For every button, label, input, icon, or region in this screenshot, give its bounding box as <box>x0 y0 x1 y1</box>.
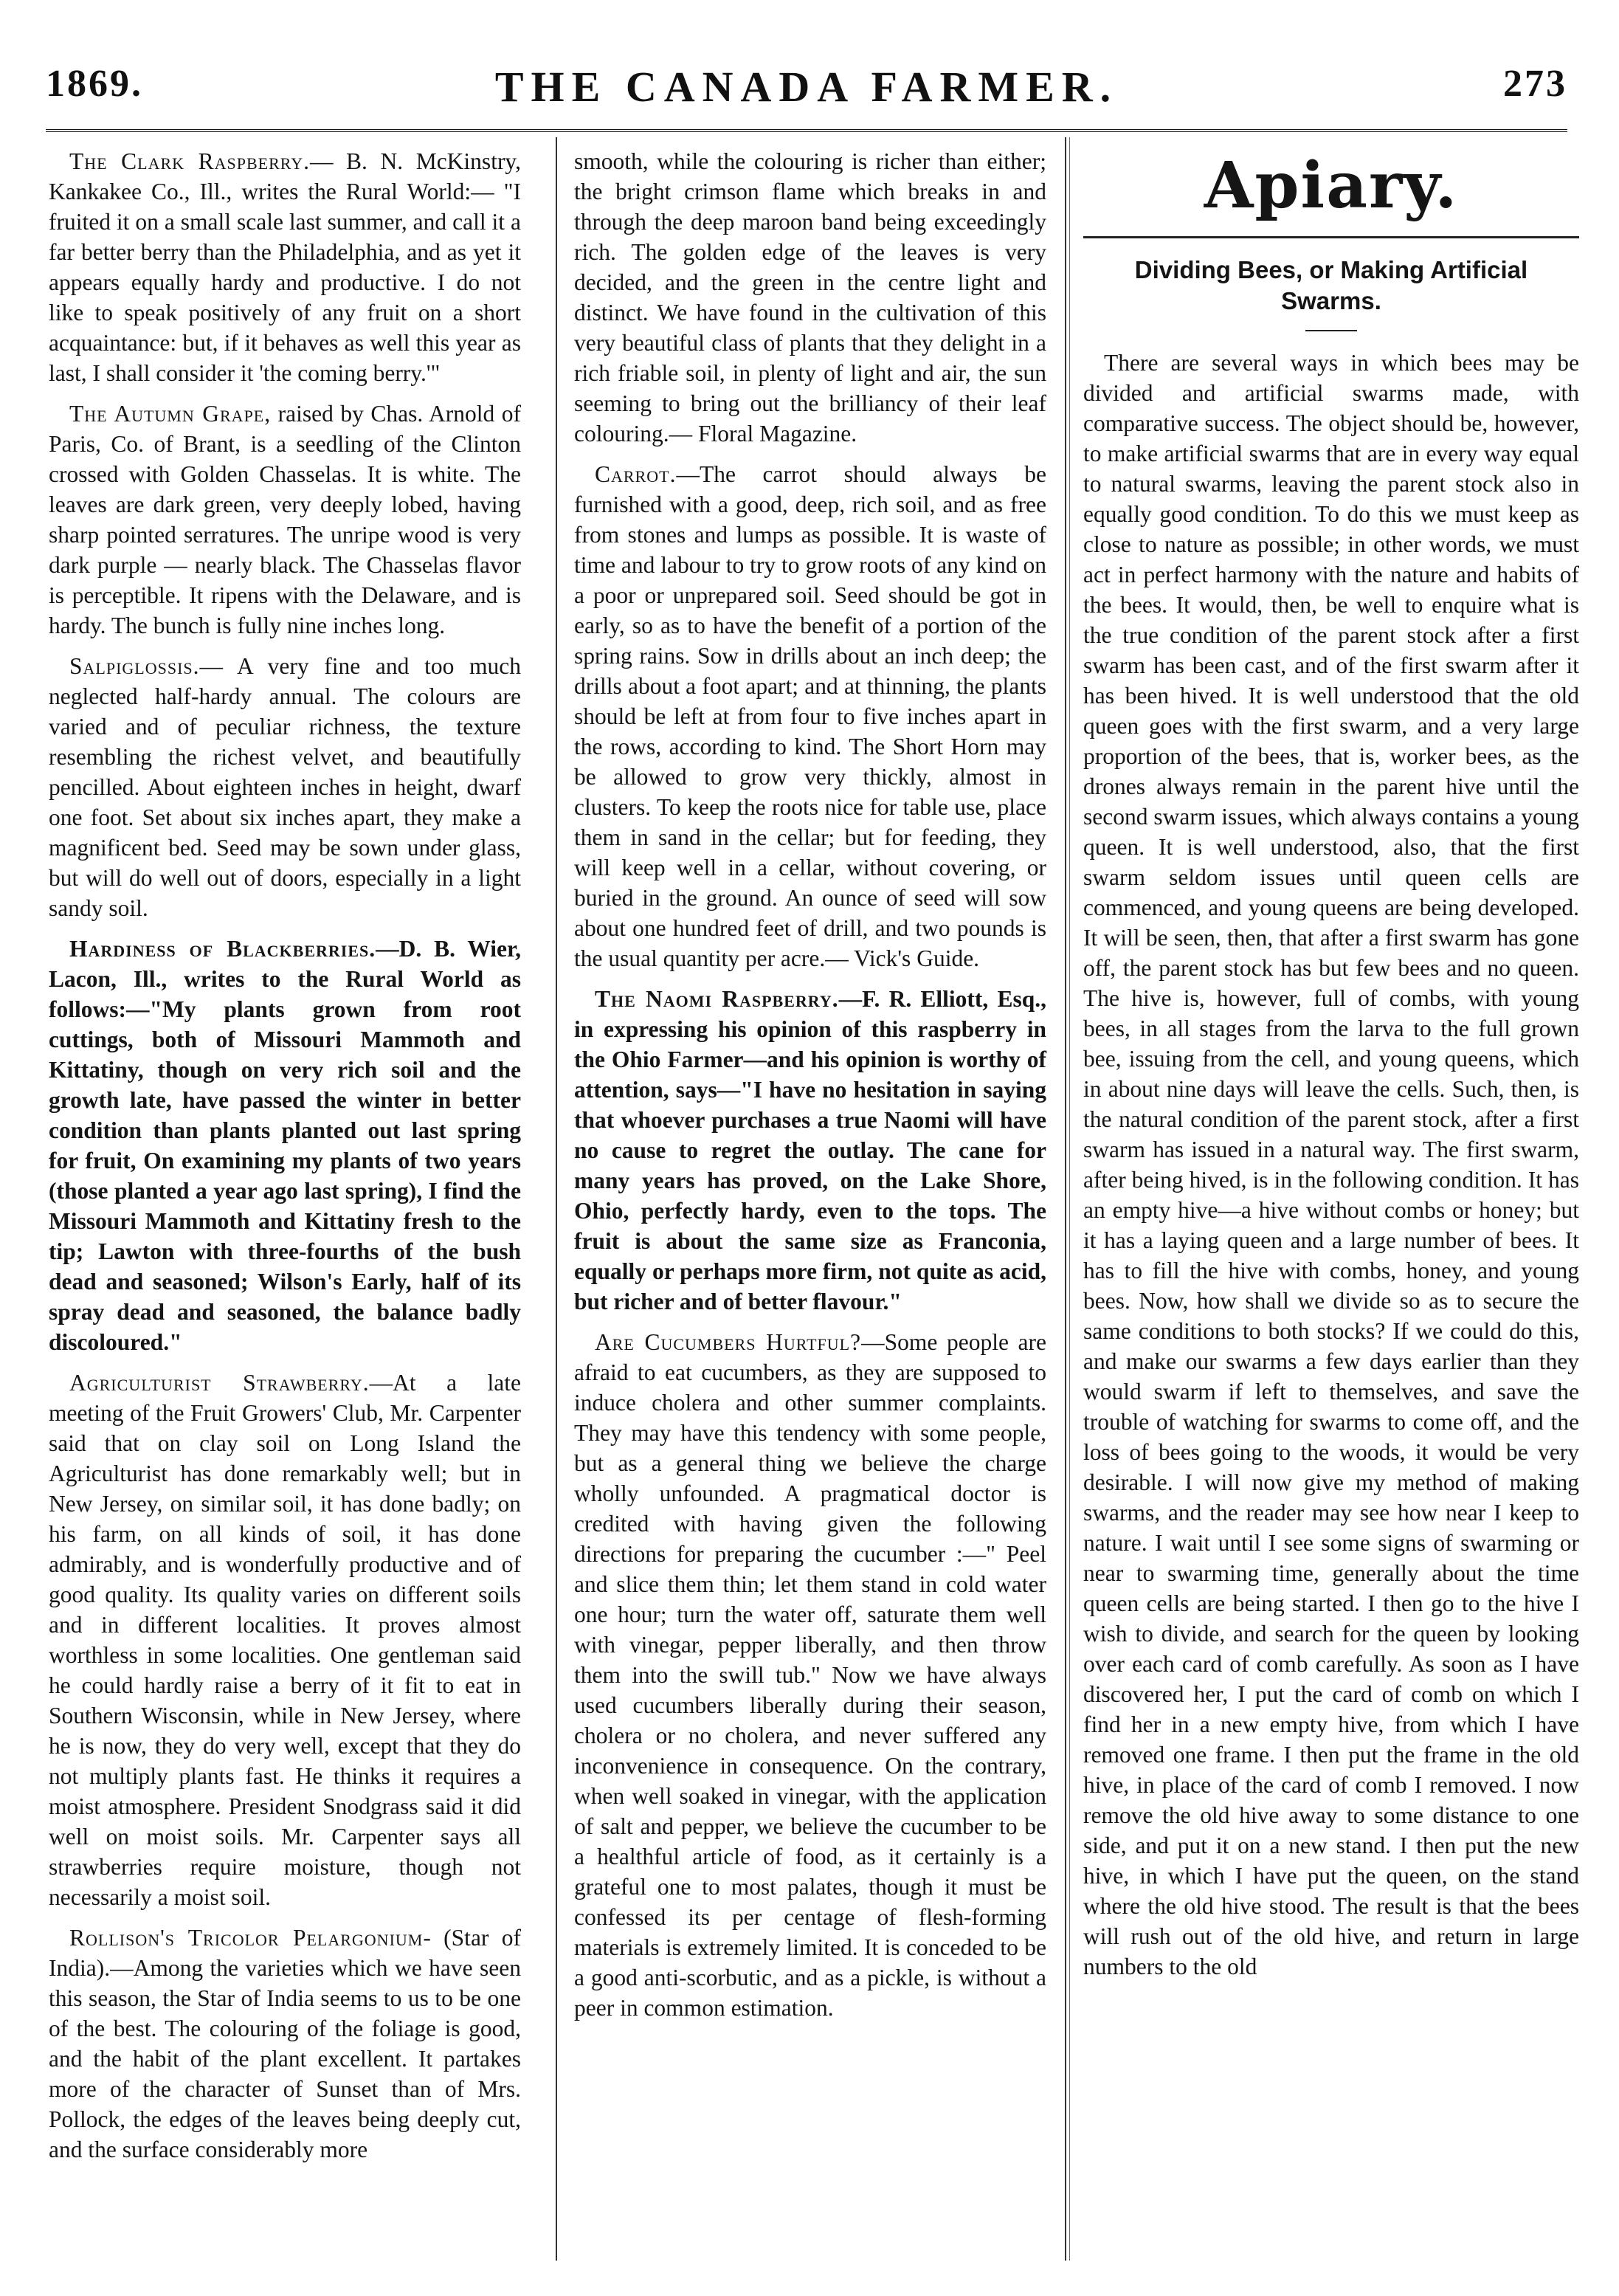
paragraph-text: There are several ways in which bees may be divided and artificial swarms made, with comparative success. The object should be, however, to make artificial swarms that are in every way equal to natural swarms, leaving the parent stock also in equally good condition. To do this we must keep as close to nature as possible; in other words, we must act in perfect harmony with the nature and habits of the bees. It would, then, be well to enquire what is the true condition of the parent stock after a first swarm has been cast, and of the first swarm after it has been hived. It is well understood that the old queen goes with the first swarm, and a very large proportion of the bees, that is, worker bees, as the drones always remain in the parent hive until the second swarm issues, which always contains a young queen. It is well understood, also, that the first swarm seldom issues until queen cells are commenced, and young queens are being developed. It will be seen, then, that after a first swarm has gone off, the parent stock has but few bees and no queen. The hive is, however, full of combs, with young bees, in all stages from the larva to the full grown bee, issuing from the cell, and young queens, which in about nine days will leave the cells. Such, then, is the natural condition of the parent stock, after a first swarm has issued in a natural way. The first swarm, after being hived, is in the following condition. It has an empty hive—a hive without combs or honey; but it has a laying queen and a large number of bees. It has to fill the hive with combs, honey, and young bees. Now, how shall we divide so as to secure the same conditions to both stocks? If we could do this, and make our swarms a few days earlier than they would swarm if left to themselves, and save the trouble of watching for swarms to come off, and the loss of bees going to the woods, it would be very desirable. I will now give my method of making swarms, and the reader may see how near I keep to nature. I wait until I see some signs of swarming or near to swarming time, generally about the time queen cells are being started. I then go to the hive I wish to divide, and search for the queen by looking over each card of comb carefully. As soon as I have discovered her, I put the card of comb on which I find her in a new empty hive, from which I have removed one frame. I then put the frame in the old hive, in place of the card of comb I removed. I now remove the old hive away to some distance to one side, and put it on a new stand. I then put the new hive, in which I have put the queen, on the stand where the old hive stood. The result is that the bees will rush out of the old hive, and return in large numbers to the old <box>1083 350 1579 1979</box>
paragraph-text: —The carrot should always be furnished with a good, deep, rich soil, and as free from stones and lumps as possible. It is waste of time and labour to try to grow roots of any kind on a poor or unprepared soil. Seed should be got in early, so as to have the benefit of a portion of the spring rains. Sow in drills about an inch deep; the drills about a foot apart; and at thinning, the plants should be left at from four to five inches apart in the rows, according to kind. The Short Horn may be allowed to grow very thickly, almost in clusters. To keep the roots nice for table use, place them in sand in the cellar; but for feeding, they will keep well in a cellar, without covering, or buried in the ground. An ounce of seed will sow about one hundred feet of drill, and two pounds is the usual quantity per acre.— Vick's Guide. <box>574 461 1046 971</box>
article-title: Dividing Bees, or Making Artificial Swarms. <box>1134 256 1528 314</box>
paragraph-text: raised by Chas. Arnold of Paris, Co. of Brant, is a seedling of the Clinton crossed with Golden Chasselas. It is white. The leaves are dark green, very deeply lobed, having sharp pointed serratures. The unripe wood is very dark purple — nearly black. The Chasselas flavor is perceptible. It ripens with the Delaware, and is hardy. The bunch is fully nine inches long. <box>49 401 521 638</box>
article-paragraph <box>49 399 521 641</box>
paragraph-heading: Are Cucumbers Hurtful? <box>595 1329 862 1355</box>
article-paragraph <box>574 1327 1046 2023</box>
article-paragraph <box>574 984 1046 1317</box>
page-number: 273 <box>1503 63 1567 105</box>
paragraph-text: — B. N. McKinstry, Kankakee Co., Ill., writes the Rural World:— "I fruited it on a small scale last summer, and call it a far better berry than the Philadelphia, and as yet it appears equally hardy and productive. I do not like to speak positively of any fruit on a short acquaintance: but, if it behaves as well this year as last, I shall consider it 'the coming berry.'" <box>49 148 522 386</box>
masthead-rule <box>46 129 1567 135</box>
paragraph-text: —F. R. Elliott, Esq., in expressing his opinion of this raspberry in the Ohio Farmer—and his opinion is worthy of attention, says—"I have no hesitation in saying that whoever purchases a true Naomi will have no cause to regret the outlay. The cane for many years has proved, on the Lake Shore, Ohio, perfectly hardy, even to the tops. The fruit is about the same size as Franconia, equally or perhaps more firm, not quite as acid, but richer and of better flavour." <box>574 986 1046 1314</box>
paragraph-text: smooth, while the colouring is richer than either; the bright crimson flame which breaks in and through the deep maroon band being exceedingly rich. The golden edge of the leaves is very decided, and the green in the centre light and distinct. We have found in the cultivation of this very beautiful class of plants that they delight in a rich friable soil, in plenty of light and air, the sun seeming to bring out the brilliancy of their leaf colouring.— Floral Magazine. <box>574 148 1046 447</box>
article-paragraph <box>49 934 521 1357</box>
paragraph-heading: The Clark Raspberry. <box>69 148 310 174</box>
paragraph-text: —D. B. Wier, Lacon, Ill., writes to the Rural World as follows:—"My plants grown from root cuttings, both of Missouri Mammoth and Kittatiny, though on very rich soil and the growth late, have passed the winter in better condition than plants planted out last spring for fruit, On examining my plants of two years (those planted a year ago last spring), I find the Missouri Mammoth and Kittatiny fresh to the tip; Lawton with three-fourths of the bush dead and seasoned; Wilson's Early, half of its spray dead and seasoned, the balance badly discoloured." <box>49 936 521 1355</box>
article-paragraph <box>1083 348 1579 1982</box>
paragraph-text: - (Star of India).—Among the varieties which we have seen this season, the Star of India seems to us to be one of the best. The colouring of the foliage is good, and the habit of the plant excellent. It partakes more of the character of Sunset than of Mrs. Pollock, the edges of the leaves being deeply cut, and the surface considerably more <box>49 1925 521 2162</box>
paragraph-heading: Carrot. <box>595 461 677 487</box>
column-divider <box>556 137 557 2261</box>
title-rule <box>1305 330 1357 331</box>
section-heading: Apiary. <box>1204 148 1459 223</box>
article-paragraph <box>49 651 521 923</box>
article-paragraph <box>49 1368 521 1912</box>
article-paragraph <box>49 1923 521 2165</box>
article-paragraph <box>574 146 1046 449</box>
article-paragraph <box>49 146 521 388</box>
column-divider <box>1065 137 1066 2261</box>
masthead <box>46 62 1567 114</box>
paragraph-heading: Salpiglossis. <box>69 653 200 679</box>
paragraph-heading: Hardiness of Blackberries. <box>69 936 376 962</box>
issue-year: 1869. <box>46 63 143 105</box>
paragraph-heading: The Autumn Grape, <box>69 401 272 427</box>
section-rule <box>1083 236 1579 238</box>
paragraph-text: —At a late meeting of the Fruit Growers' Club, Mr. Carpenter said that on clay soil on Long Island the Agriculturist has done remarkably well; but in New Jersey, on similar soil, it has done badly; on his farm, on all kinds of soil, it has done admirably, and is wonderfully productive and of good quality. Its quality varies on different soils and in different localities. It proves almost worthless in some localities. One gentleman said he could hardly raise a berry of it fit to eat in Southern Wisconsin, while in New Jersey, where he is now, they do very well, except that they do not multiply plants fast. He thinks it requires a moist atmosphere. President Snodgrass said it did well on moist soils. Mr. Carpenter says all strawberries require moisture, though not necessarily a moist soil. <box>49 1370 521 1910</box>
paragraph-heading: Rollison's Tricolor Pelargonium <box>69 1925 424 1951</box>
paragraph-text: — A very fine and too much neglected half-hardy annual. The colours are varied and of peculiar richness, the texture resembling the richest velvet, and beautifully pencilled. About eighteen inches in height, dwarf one foot. Set about six inches apart, they make a magnificent bed. Seed may be sown under glass, but will do well out of doors, especially in a light sandy soil. <box>49 653 521 921</box>
column-right <box>1083 146 1579 1992</box>
column-left <box>49 146 521 2175</box>
column-divider <box>1069 137 1070 2261</box>
publication-title: THE CANADA FARMER. <box>494 63 1119 111</box>
article-paragraph <box>574 459 1046 973</box>
column-middle <box>574 146 1046 2033</box>
paragraph-heading: Agriculturist Strawberry. <box>69 1370 370 1396</box>
paragraph-heading: The Naomi Raspberry. <box>595 986 839 1012</box>
paragraph-text: —Some people are afraid to eat cucumbers, as they are supposed to induce cholera and other summer complaints. They may have this tendency with some people, but as a general thing we believe the charge wholly unfounded. A pragmatical doctor is credited with having given the following directions for preparing the cucumber :—" Peel and slice them thin; let them stand in cold water one hour; turn the water off, saturate them well with vinegar, pepper liberally, and then throw them into the swill tub." Now we have always used cucumbers liberally during their season, cholera or no cholera, and never suffered any inconvenience in consequence. On the contrary, when well soaked in vinegar, with the application of salt and pepper, we believe the cucumber to be a healthful article of food, as it certainly is a grateful one to most palates, though it must be confessed its per centage of flesh-forming materials is extremely limited. It is conceded to be a good anti-scorbutic, and as a pickle, is without a peer in common estimation. <box>574 1329 1047 2021</box>
